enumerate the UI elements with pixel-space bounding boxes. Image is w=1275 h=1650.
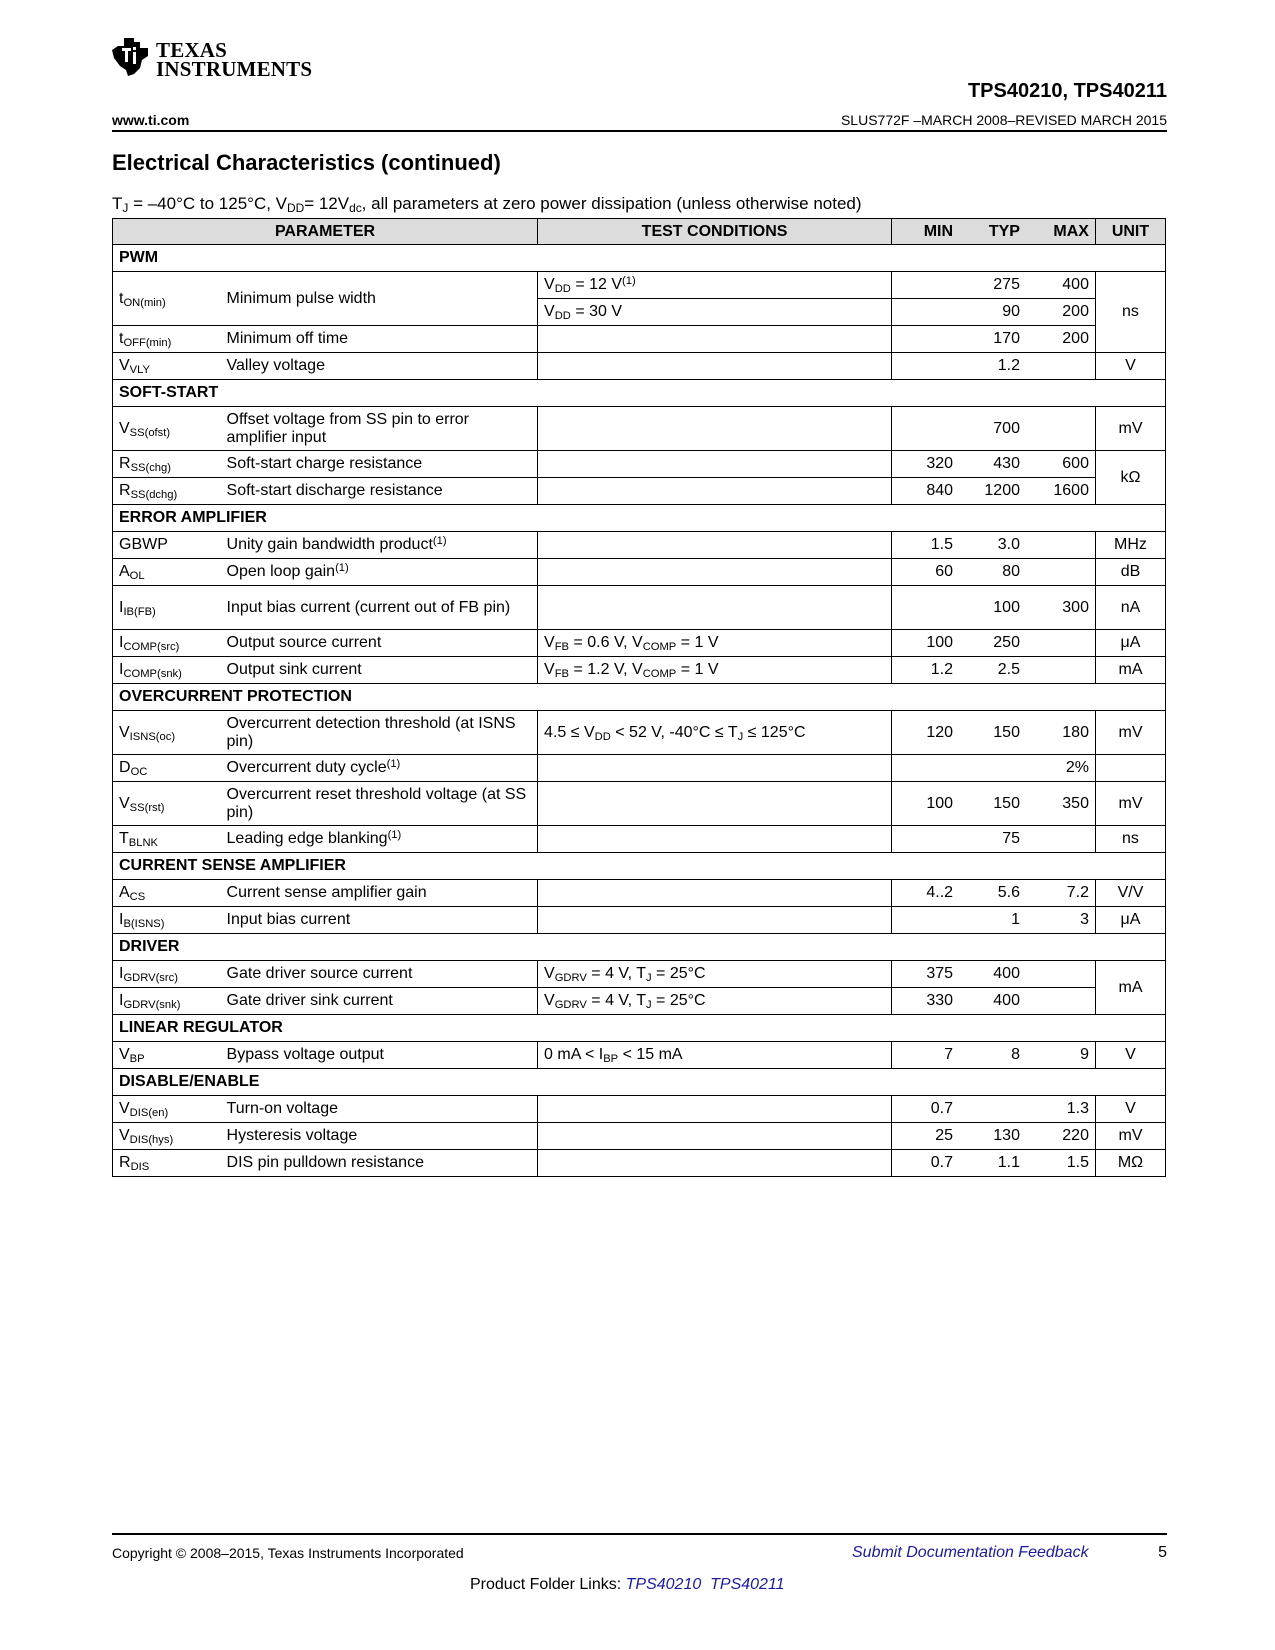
logo-text-line2: INSTRUMENTS: [156, 57, 313, 81]
table-conditions: $T_J = -40^\circ C$ to 125°C, $V_{DD}= 12V_{dc}$, all parameters at zero power dissipation (unless otherwise noted): [112, 194, 862, 215]
table-row: $R_{SS(dchg)}$ Soft-start discharge resistance 840 1200 1600: [113, 478, 1166, 505]
product-folder-label: Product Folder Links:: [470, 1576, 626, 1593]
section-row: DRIVER: [113, 934, 1166, 961]
table-row: $I_{GDRV(src)}$ Gate driver source current $V_{GDRV} = 4$ V, $T_J = 25^\circ C$ 375 400 mA: [113, 961, 1166, 988]
table-row: $t_{OFF(min)}$ Minimum off time 170 200: [113, 326, 1166, 353]
table-row: $V_{DD} = 30$ V 90 200: [113, 299, 1166, 326]
document-id: SLUS772F –MARCH 2008–REVISED MARCH 2015: [840, 112, 1167, 128]
table-row: $V_{ISNS(oc)}$ Overcurrent detection threshold (at ISNS pin) $4.5 \le V_{DD} < 52$ V, $-40^\circ C \le T_J \le 125^\circ C$ 120 150 180 mV: [113, 711, 1166, 755]
product-link-tps40210[interactable]: TPS40210: [625, 1576, 702, 1593]
section-row: SOFT-START: [113, 380, 1166, 407]
header-unit: UNIT: [1095, 219, 1165, 245]
table-row: $V_{SS(ofst)}$ Offset voltage from SS pin to error amplifier input 700 mV: [113, 407, 1166, 451]
header-max: MAX: [1026, 219, 1095, 245]
table-row: $I_{GDRV(snk)}$ Gate driver sink current $V_{GDRV} = 4$ V, $T_J = 25^\circ C$ 330 400: [113, 988, 1166, 1015]
section-row: CURRENT SENSE AMPLIFIER: [113, 853, 1166, 880]
header-rule: [112, 130, 1167, 132]
electrical-characteristics-table: [112, 218, 1166, 1177]
table-row: $V_{BP}$ Bypass voltage output 0 mA < $I_{BP} < 15$ mA 7 8 9 V: [113, 1042, 1166, 1069]
table-row: $T_{BLNK}$ Leading edge blanking$^{(1)}$ 75 ns: [113, 826, 1166, 853]
page-number: 5: [1158, 1544, 1167, 1561]
table-row: $R_{SS(chg)}$ Soft-start charge resistance 320 430 600 kΩ: [113, 451, 1166, 478]
table-row: $t_{ON(min)}$ Minimum pulse width $V_{DD} = 12$ $V^{(1)}$ 275 400 ns: [113, 272, 1166, 299]
table-row: $I_{COMP(src)}$ Output source current $V_{FB} = 0.6$ V, $V_{COMP} = 1$ V 100 250 μA: [113, 630, 1166, 657]
table-row: GBWP Unity gain bandwidth product$^{(1)}$ 1.5 3.0 MHz: [113, 532, 1166, 559]
table-row: $A_{CS}$ Current sense amplifier gain 4..2 5.6 7.2 V/V: [113, 880, 1166, 907]
section-row: DISABLE/ENABLE: [113, 1069, 1166, 1096]
logo-text-line1: TEXAS: [156, 38, 228, 62]
section-title: Electrical Characteristics (continued): [112, 150, 501, 175]
section-row: LINEAR REGULATOR: [113, 1015, 1166, 1042]
header-min: MIN: [892, 219, 959, 245]
table-row: $V_{SS(rst)}$ Overcurrent reset threshold voltage (at SS pin) 100 150 350 mV: [113, 782, 1166, 826]
header-parameter: PARAMETER: [113, 219, 538, 245]
copyright: Copyright © 2008–2015, Texas Instruments Incorporated: [112, 1545, 464, 1561]
table-row: $R_{DIS}$ DIS pin pulldown resistance 0.7 1.1 1.5 MΩ: [113, 1150, 1166, 1177]
table-header-row: [113, 219, 1166, 245]
ti-logo: [110, 36, 313, 86]
section-row: PWM: [113, 245, 1166, 272]
table-row: $V_{VLY}$ Valley voltage 1.2 V: [113, 353, 1166, 380]
table-row: $V_{DIS(en)}$ Turn-on voltage 0.7 1.3 V: [113, 1096, 1166, 1123]
header-test-conditions: TEST CONDITIONS: [538, 219, 892, 245]
section-row: OVERCURRENT PROTECTION: [113, 684, 1166, 711]
table-row: $I_{COMP(snk)}$ Output sink current $V_{FB} = 1.2$ V, $V_{COMP} = 1$ V 1.2 2.5 mA: [113, 657, 1166, 684]
table-row: $I_{IB(FB)}$ Input bias current (current out of FB pin) 100 300 nA: [113, 586, 1166, 630]
website-link[interactable]: www.ti.com: [112, 112, 190, 128]
table-row: $I_{B(ISNS)}$ Input bias current 1 3 μA: [113, 907, 1166, 934]
ti-logo-icon: [110, 36, 152, 78]
header-typ: TYP: [959, 219, 1026, 245]
product-link-tps40211[interactable]: TPS40211: [710, 1576, 785, 1593]
table-row: $D_{OC}$ Overcurrent duty cycle$^{(1)}$ 2%: [113, 755, 1166, 782]
part-numbers: TPS40210, TPS40211: [967, 80, 1167, 102]
submit-feedback-link[interactable]: Submit Documentation Feedback: [852, 1544, 1089, 1561]
footer-rule: [112, 1533, 1167, 1535]
section-row: ERROR AMPLIFIER: [113, 505, 1166, 532]
product-folder-links: [470, 1576, 785, 1594]
table-row: $V_{DIS(hys)}$ Hysteresis voltage 25 130 220 mV: [113, 1123, 1166, 1150]
table-row: $A_{OL}$ Open loop gain$^{(1)}$ 60 80 dB: [113, 559, 1166, 586]
